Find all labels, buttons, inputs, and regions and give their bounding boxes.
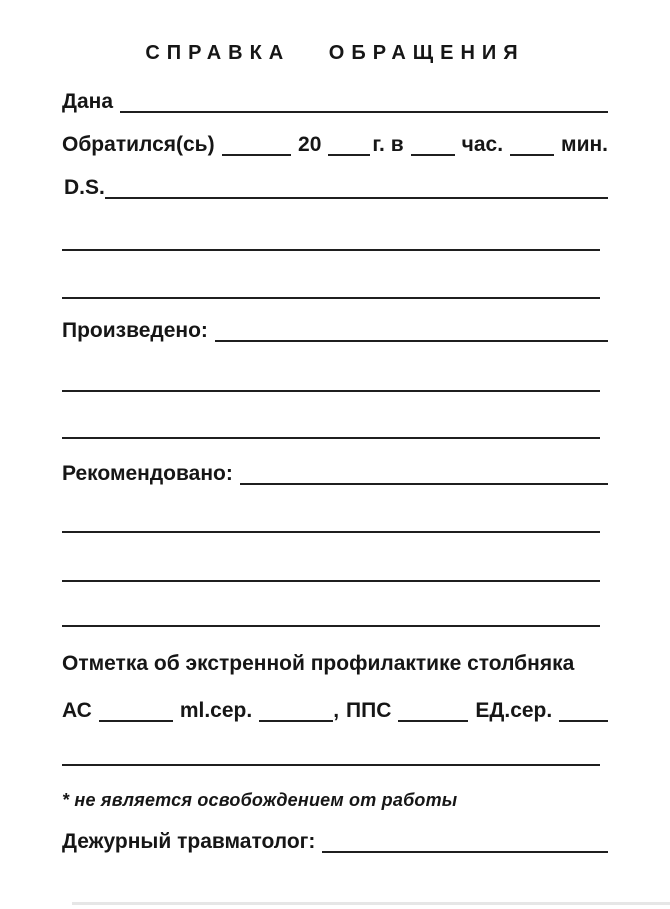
footnote bbox=[62, 766, 608, 811]
blank-line bbox=[62, 485, 600, 533]
footnote-text: * не является освобождением от работы bbox=[62, 790, 458, 810]
doctor-label: Дежурный травматолог: bbox=[62, 829, 316, 853]
comma-text: , bbox=[333, 698, 340, 722]
blank-line bbox=[62, 392, 600, 439]
pps-field-line bbox=[398, 710, 468, 722]
ed-ser-label: ЕД.сер. bbox=[475, 698, 553, 722]
tetanus-heading bbox=[62, 627, 608, 676]
year-field-line bbox=[328, 144, 370, 156]
page-title: СПРАВКА ОБРАЩЕНИЯ bbox=[145, 42, 525, 64]
visited-label: Обратился(сь) bbox=[62, 132, 215, 156]
diagnosis-label: D.S. bbox=[64, 175, 105, 199]
as-field-line bbox=[99, 710, 173, 722]
year-prefix: 20 bbox=[298, 132, 322, 156]
blank-line bbox=[62, 342, 600, 392]
pps-label: ППС bbox=[346, 698, 392, 722]
ed-ser-field-line bbox=[559, 710, 608, 722]
given-row bbox=[62, 68, 608, 113]
ml-ser-label: ml.сер. bbox=[179, 698, 253, 722]
blank-line bbox=[62, 199, 600, 251]
tetanus-row bbox=[62, 676, 608, 722]
as-label: АС bbox=[62, 698, 92, 722]
hours-label: час. bbox=[461, 132, 504, 156]
blank-line bbox=[62, 251, 600, 299]
performed-field-line bbox=[215, 330, 608, 342]
page-edge-shadow bbox=[72, 902, 670, 905]
visited-date-field-line bbox=[222, 144, 291, 156]
recommended-field-line bbox=[240, 473, 608, 485]
blank-line bbox=[62, 533, 600, 582]
performed-row bbox=[62, 299, 608, 342]
ml-ser-field-line bbox=[259, 710, 333, 722]
minutes-label: мин. bbox=[561, 132, 608, 156]
hours-field-line bbox=[411, 144, 455, 156]
doctor-row bbox=[62, 811, 608, 853]
tetanus-heading-text: Отметка об экстренной профилактике столбняка bbox=[62, 652, 575, 675]
diagnosis-row bbox=[62, 156, 608, 199]
blank-line bbox=[62, 722, 600, 766]
performed-label: Произведено: bbox=[62, 318, 208, 342]
doctor-field-line bbox=[322, 841, 608, 853]
blank-line bbox=[62, 582, 600, 627]
visited-row bbox=[62, 113, 608, 156]
diagnosis-field-line bbox=[105, 187, 608, 199]
given-field-line bbox=[120, 101, 608, 113]
year-suffix: г. в bbox=[372, 132, 404, 156]
minutes-field-line bbox=[510, 144, 554, 156]
recommended-row bbox=[62, 439, 608, 485]
given-label: Дана bbox=[62, 89, 114, 113]
recommended-label: Рекомендовано: bbox=[62, 461, 233, 485]
